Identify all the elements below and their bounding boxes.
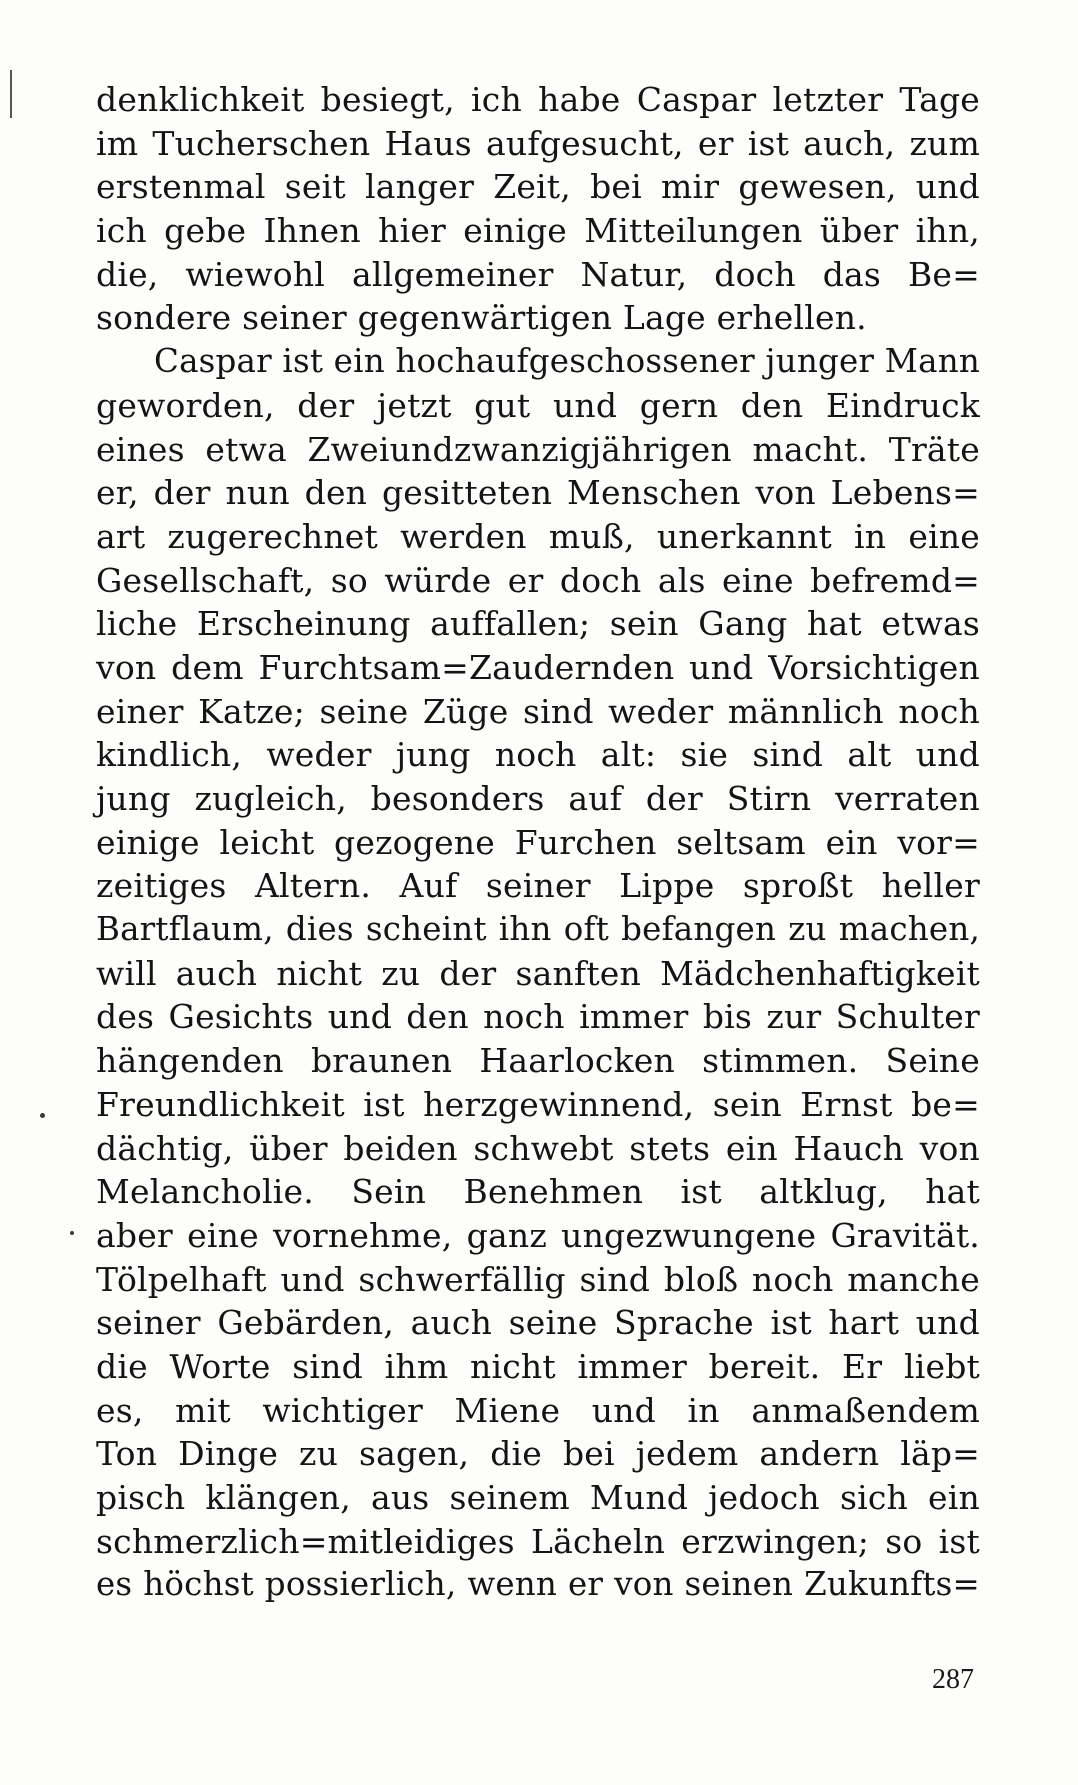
margin-mark [10,70,12,118]
text-line: Melancholie. Sein Benehmen ist altklug, hat [96,1172,980,1212]
text-line: des Gesichts und den noch immer bis zur Schulter [96,997,980,1037]
text-line: will auch nicht zu der sanften Mädchenhaftigkeit [96,953,980,993]
text-line: es höchst possierlich, wenn er von seinen Zukunfts= [96,1565,980,1604]
text-line: Caspar ist ein hochaufgeschossener junger Mann [154,342,980,381]
text-line: liche Erscheinung auffallen; sein Gang hat etwas [96,604,980,644]
text-line: pisch klängen, aus seinem Mund jedoch sich ein [96,1478,980,1517]
text-line: Tölpelhaft und schwerfällig sind bloß noch manche [96,1259,980,1299]
text-line: Gesellschaft, so würde er doch als eine befremd= [96,560,980,600]
text-line: kindlich, weder jung noch alt: sie sind alt und [96,735,980,775]
text-line: es, mit wichtiger Miene und in anmaßendem [96,1390,980,1430]
text-line: geworden, der jetzt gut und gern den Eindruck [96,385,980,425]
text-line: sondere seiner gegenwärtigen Lage erhellen. [96,298,867,338]
text-line: er, der nun den gesitteten Menschen von Lebens= [96,473,980,513]
text-line: zeitiges Altern. Auf seiner Lippe sproßt heller [96,866,980,906]
text-line: art zugerechnet werden muß, unerkannt in eine [96,516,980,556]
text-line: seiner Gebärden, auch seine Sprache ist hart und [96,1303,980,1343]
text-line: ich gebe Ihnen hier einige Mitteilungen über ihn, [96,211,980,251]
text-line: im Tucherschen Haus aufgesucht, er ist auch, zum [96,123,980,163]
text-line: Freundlichkeit ist herzgewinnend, sein Ernst be= [96,1084,980,1124]
text-line: die, wiewohl allgemeiner Natur, doch das Be= [96,254,980,294]
text-line: aber eine vornehme, ganz ungezwungene Gravität. [96,1215,980,1255]
text-line: eines etwa Zweiundzwanzigjährigen macht. Träte [96,429,980,469]
text-line: jung zugleich, besonders auf der Stirn verraten [96,779,980,818]
text-line: hängenden braunen Haarlocken stimmen. Seine [96,1041,980,1081]
text-line: einer Katze; seine Züge sind weder männlich noch [96,691,980,731]
ink-speck [70,1231,74,1235]
body-text [96,78,980,1607]
text-line: von dem Furchtsam=Zaudernden und Vorsichtigen [96,647,980,687]
text-line: dächtig, über beiden schwebt stets ein Hauch von [96,1128,980,1168]
text-line: die Worte sind ihm nicht immer bereit. Er liebt [96,1346,980,1386]
text-line: schmerzlich=mitleidiges Lächeln erzwingen; so ist [96,1521,980,1561]
text-line: einige leicht gezogene Furchen seltsam ein vor= [96,822,980,862]
page-number: 287 [932,1664,974,1695]
text-line: Bartflaum, dies scheint ihn oft befangen zu machen, [96,910,980,949]
text-line: denklichkeit besiegt, ich habe Caspar letzter Tage [96,80,980,119]
ink-speck [40,1113,45,1118]
text-line: Ton Dinge zu sagen, die bei jedem andern läp= [96,1434,980,1474]
text-line: erstenmal seit langer Zeit, bei mir gewesen, und [96,167,980,207]
